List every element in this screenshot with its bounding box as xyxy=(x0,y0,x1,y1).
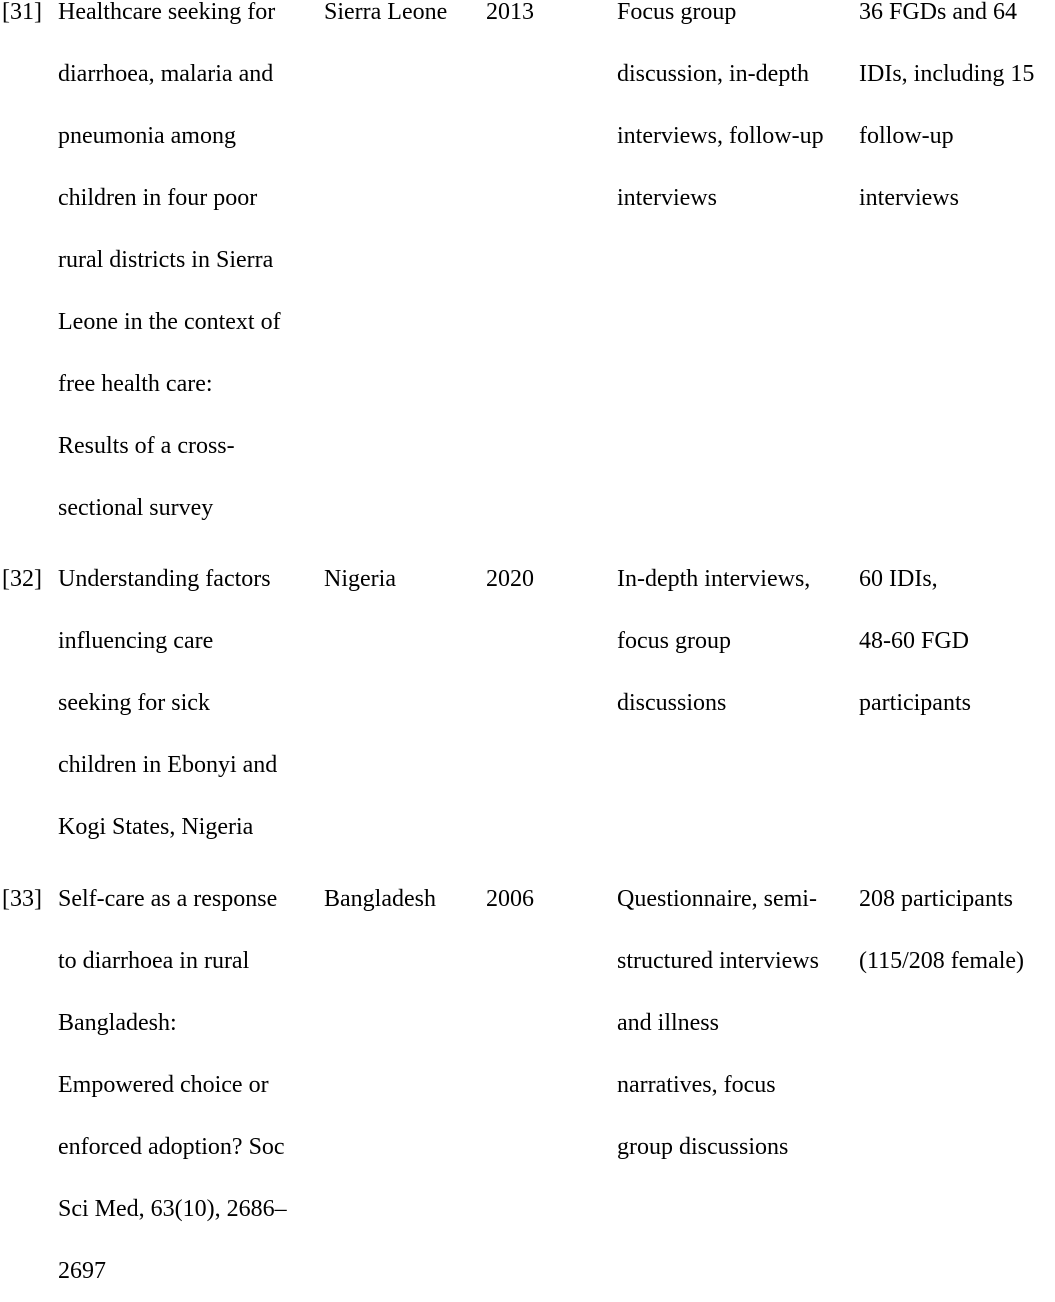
methods-line: In-depth interviews, xyxy=(617,566,811,592)
title-line: to diarrhoea in rural xyxy=(58,948,250,974)
title-line: 2697 xyxy=(58,1258,106,1284)
methods-line: focus group xyxy=(617,628,731,654)
title-line: pneumonia among xyxy=(58,123,236,149)
sample-line: 60 IDIs, xyxy=(859,566,938,592)
sample-line: (115/208 female) xyxy=(859,948,1025,974)
title-line: Healthcare seeking for xyxy=(58,0,276,25)
title-cell xyxy=(58,868,287,1302)
title-line: Kogi States, Nigeria xyxy=(58,814,254,840)
country-cell: Sierra Leone xyxy=(324,0,448,25)
title-line: children in Ebonyi and xyxy=(58,752,278,778)
title-line: rural districts in Sierra xyxy=(58,247,274,273)
methods-line: structured interviews xyxy=(617,948,819,974)
title-line: sectional survey xyxy=(58,495,214,521)
title-line: enforced adoption? Soc xyxy=(58,1134,285,1160)
country-cell: Nigeria xyxy=(324,566,396,592)
methods-line: Questionnaire, semi- xyxy=(617,886,817,912)
methods-line: interviews xyxy=(617,185,717,211)
year-cell: 2013 xyxy=(486,0,534,25)
title-line: influencing care xyxy=(58,628,214,654)
methods-cell xyxy=(617,548,810,734)
title-line: Self-care as a response xyxy=(58,886,278,912)
title-cell xyxy=(58,548,277,858)
methods-cell xyxy=(617,0,824,229)
country-cell: Bangladesh xyxy=(324,886,436,912)
methods-line: and illness xyxy=(617,1010,719,1036)
methods-line: interviews, follow-up xyxy=(617,123,824,149)
sample-line: IDIs, including 15 xyxy=(859,61,1035,87)
title-line: Bangladesh: xyxy=(58,1010,177,1036)
ref-cell: [32] xyxy=(2,566,42,592)
methods-line: discussion, in-depth xyxy=(617,61,809,87)
sample-cell xyxy=(859,0,1034,229)
methods-line: group discussions xyxy=(617,1134,789,1160)
title-line: Empowered choice or xyxy=(58,1072,269,1098)
sample-line: follow-up xyxy=(859,123,954,149)
sample-cell xyxy=(859,548,971,734)
methods-cell xyxy=(617,868,819,1178)
title-line: diarrhoea, malaria and xyxy=(58,61,274,87)
year-cell: 2006 xyxy=(486,886,534,912)
title-cell xyxy=(58,0,281,539)
sample-line: 208 participants xyxy=(859,886,1013,912)
title-line: Leone in the context of xyxy=(58,309,281,335)
ref-cell: [33] xyxy=(2,886,42,912)
sample-line: 48-60 FGD xyxy=(859,628,970,654)
sample-line: participants xyxy=(859,690,971,716)
methods-line: discussions xyxy=(617,690,727,716)
sample-cell xyxy=(859,868,1024,992)
title-line: Results of a cross- xyxy=(58,433,235,459)
year-cell: 2020 xyxy=(486,566,534,592)
title-line: free health care: xyxy=(58,371,213,397)
sample-line: interviews xyxy=(859,185,959,211)
sample-line: 36 FGDs and 64 xyxy=(859,0,1018,25)
title-line: seeking for sick xyxy=(58,690,210,716)
title-line: Sci Med, 63(10), 2686– xyxy=(58,1196,287,1222)
ref-cell: [31] xyxy=(2,0,42,25)
title-line: Understanding factors xyxy=(58,566,271,592)
title-line: children in four poor xyxy=(58,185,258,211)
methods-line: narratives, focus xyxy=(617,1072,776,1098)
methods-line: Focus group xyxy=(617,0,737,25)
